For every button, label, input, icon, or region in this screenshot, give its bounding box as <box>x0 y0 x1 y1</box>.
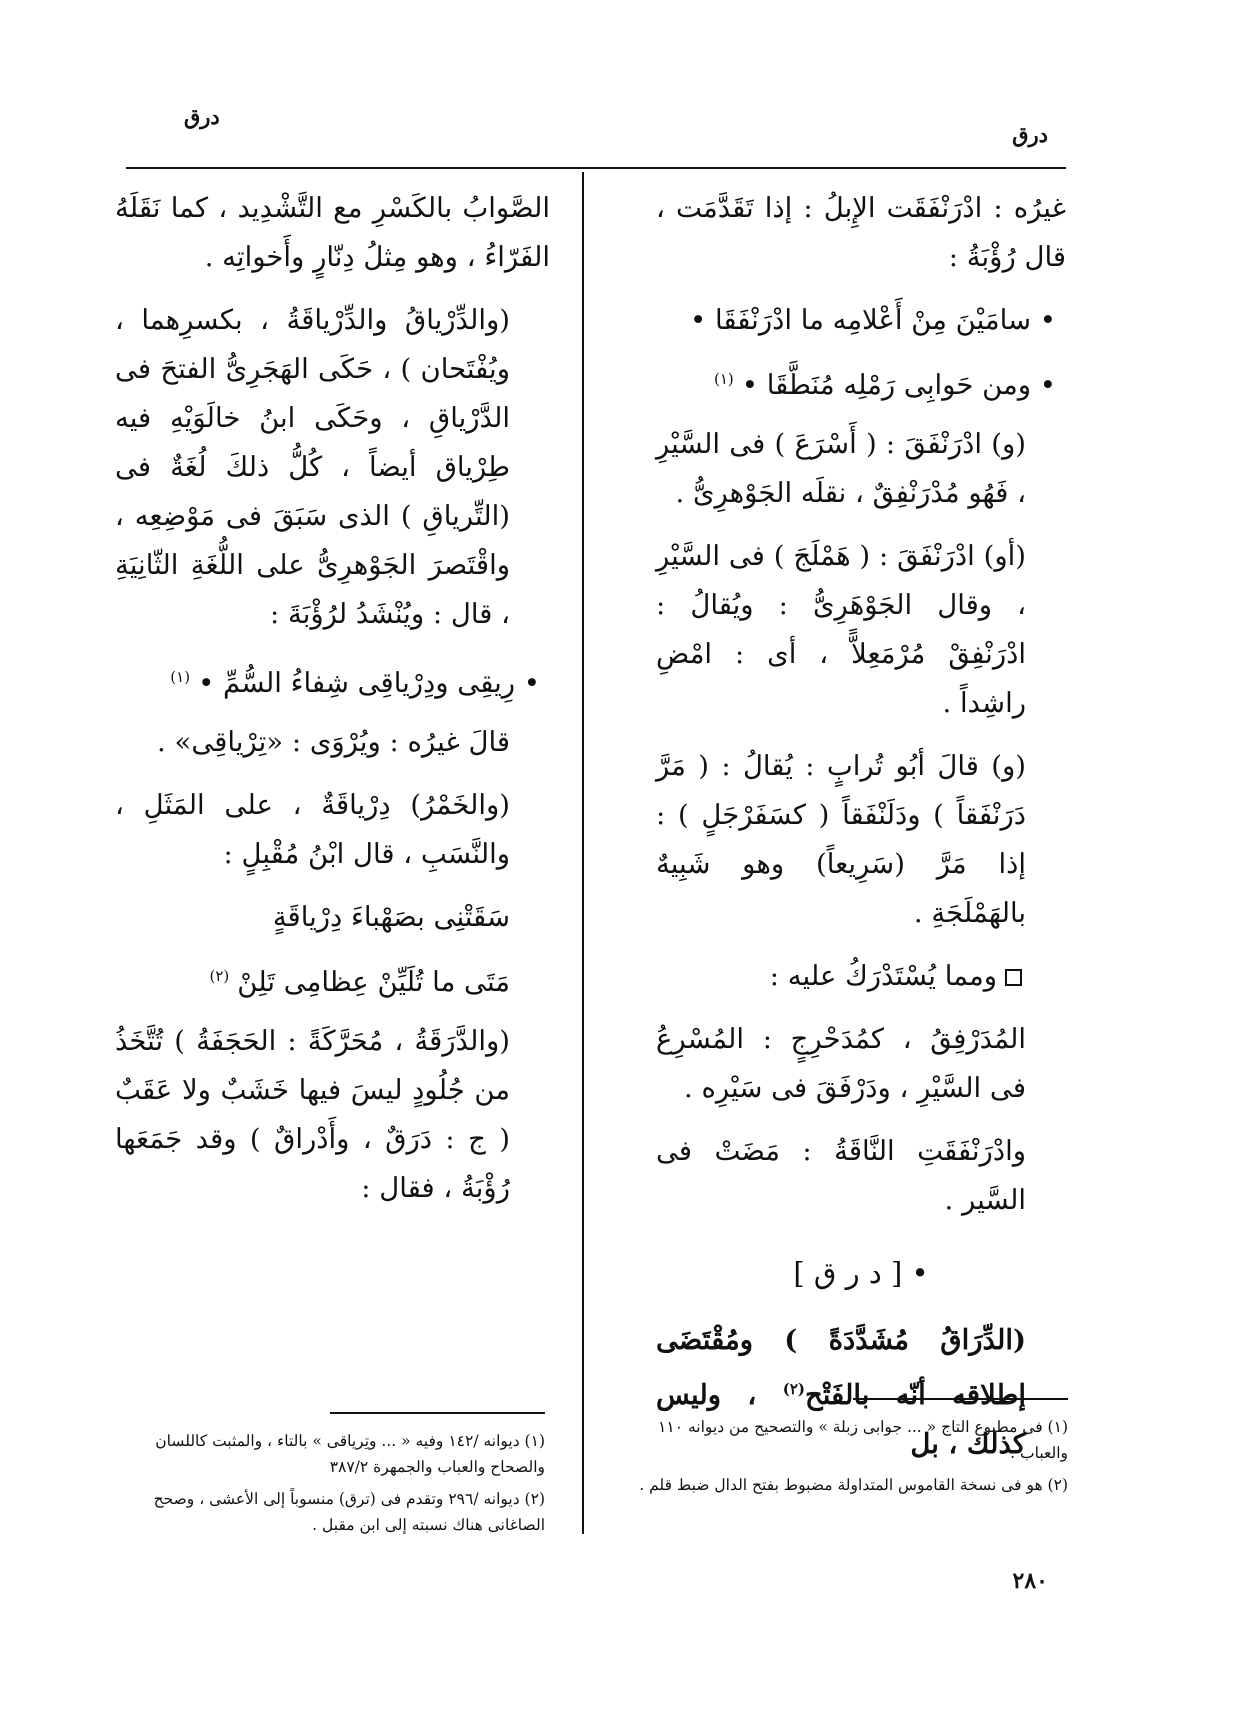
footnote: (١) فى مطبوع التاج « ... جوابى زبلة » والتصحيح من ديوانه ١١٠ والعباب . <box>658 1418 1068 1462</box>
paragraph: الصَّوابُ بالكَسْرِ مع التَّشْدِيد ، كما نَقَلَهُ الفَرّاءُ ، وهو مِثلُ دِنّارٍ وأَخواتِه . <box>115 192 550 273</box>
footnote: (٢) ديوانه /٢٩٦ وتقدم فى (ترق) منسوباً إلى الأعشى ، وصحح الصاغانى هناك نسبته إلى ابن مقبل . <box>153 1490 545 1534</box>
verse-text: سَقَتْنِى بصَهْباءَ دِرْياقَةٍ <box>272 901 510 934</box>
verse-line <box>656 355 1066 410</box>
paragraph: (والخَمْرُ) دِرْياقَةٌ ، على المَثَلِ ، والنَّسَبِ ، قال ابْنُ مُقْبِلٍ : <box>115 789 510 871</box>
paragraph: قالَ غيرُه : ويُرْوَى : «تِرْياقِى» . <box>157 726 510 759</box>
paragraph-text: ، وليس كذلك ، بل <box>656 1379 1026 1461</box>
footnote: (١) ديوانه /١٤٢ وفيه « ... وتِرياقى » بالتاء ، والمثبت كاللسان والصحاح والعباب والجمهرة ٣٨٧/٢ <box>155 1432 545 1476</box>
paragraph: غيرُه : ادْرَنْفَقَت الإِبلُ : إذا تَقَدَّمَت ، قال رُؤْبَةُ : <box>656 192 1066 273</box>
paragraph: المُدَرْفِقُ ، كمُدَحْرِجٍ : المُسْرِعُ فى السَّيْرِ ، ودَرْفَقَ فى سَيْرِه . <box>656 1023 1026 1105</box>
running-head-left: درق <box>184 104 220 129</box>
footnote-rule <box>330 1412 545 1414</box>
footnote-reference: (٢) <box>782 1380 805 1399</box>
verse-line <box>115 893 550 942</box>
column-divider <box>582 172 584 1534</box>
verse-text: • ومن حَوابِى رَمْلِه مُنَطَّقَا • <box>741 369 1056 402</box>
paragraph-text: ومما يُسْتَدْرَكُ عليه : <box>769 960 997 993</box>
footnote-reference: (١) <box>170 668 191 686</box>
running-head-right: درق <box>1012 122 1048 147</box>
paragraph: (والدَّرَقَةُ ، مُحَرَّكَةً : الحَجَفَةُ ) تُتَّخَذُ من جُلُودٍ ليسَ فيها خَشَبٌ ولا عَقَبٌ ( ج : دَرَقٌ ، وأَدْراقٌ ) وقد جَمَعَها رُؤْبَةُ ، فقال : <box>115 1025 510 1205</box>
footnotes-right <box>628 1398 1068 1504</box>
square-marker-icon <box>1005 969 1022 986</box>
verse-text: • سامَيْنَ مِنْ أَعْلامِه ما ادْرَنْفَقَا • <box>690 304 1056 336</box>
paragraph: (أو) ادْرَنْفَقَ : ( هَمْلَجَ ) فى السَّيْرِ ، وقال الجَوْهَرِىُّ : ويُقالُ : ادْرَنْفِقْ مُرْمَعِلاًّ ، أى : امْضِ راشِداً . <box>656 540 1026 720</box>
verse-text: مَتَى ما تُلَيِّنْ عِظامِى تَلِنْ <box>237 966 510 999</box>
verse-text: • رِيقِى ودِرْياقِى شِفاءُ السُّمِّ • <box>198 667 540 700</box>
footnote-reference: (٢) <box>209 967 230 986</box>
paragraph: وادْرَنْفَقَتِ النَّاقَةُ : مَضَتْ فى السَّير . <box>656 1135 1026 1217</box>
verse-line <box>115 653 550 708</box>
header-rule <box>126 167 1066 169</box>
paragraph: (والدِّرْياقُ والدِّرْياقَةُ ، بكسرِهما ، ويُفْتَحان ) ، حَكَى الهَجَرِىُّ الفتحَ فى الدَّرْياقِ ، وحَكَى ابنُ خالَوَيْهِ فيه طِرْياق أيضاً ، كُلُّ ذلكَ لُغَةٌ فى (التِّرياقِ ) الذى سَبَقَ فى مَوْضِعِه ، واقْتَصرَ الجَوْهرِىُّ على اللُّغَةِ الثّانِيَةِ ، قال : ويُنْشَدُ لرُؤْبَةَ : <box>115 304 510 630</box>
verse-line <box>656 296 1066 345</box>
paragraph-text: (الدِّرَاقُ مُشَدَّدَةً ) ومُقْتَضَى إطلاقه أنّه بالفَتْح <box>656 1324 1027 1412</box>
paragraph <box>656 952 1066 1001</box>
paragraph: (و) قالَ أبُو تُرابٍ : يُقالُ : ( مَرَّ دَرَنْفَقاً ) ودَلَنْفَقاً ( كسَفَرْجَلٍ ) : إذا مَرَّ (سَرِيعاً) وهو شَبِيهٌ بالهَمْلَجَةِ . <box>656 750 1026 930</box>
footnote-reference: (١) <box>713 370 734 388</box>
page-number: ٢٨٠ <box>1012 1568 1048 1594</box>
footnote-rule <box>853 1398 1068 1400</box>
footnotes-left <box>115 1412 545 1544</box>
paragraph: (و) ادْرَنْفَقَ : ( أَسْرَعَ ) فى السَّيْرِ ، فَهُو مُدْرَنْفِقٌ ، نقلَه الجَوْهرِىُّ . <box>656 428 1026 510</box>
verse-line <box>115 952 550 1007</box>
right-column <box>656 184 1066 1483</box>
footnote: (٢) هو فى نسخة القاموس المتداولة مضبوط بفتح الدال ضبط قلم . <box>639 1476 1068 1494</box>
left-column <box>115 184 550 1227</box>
entry-heading: • [ د ر ق ] <box>793 1256 929 1291</box>
